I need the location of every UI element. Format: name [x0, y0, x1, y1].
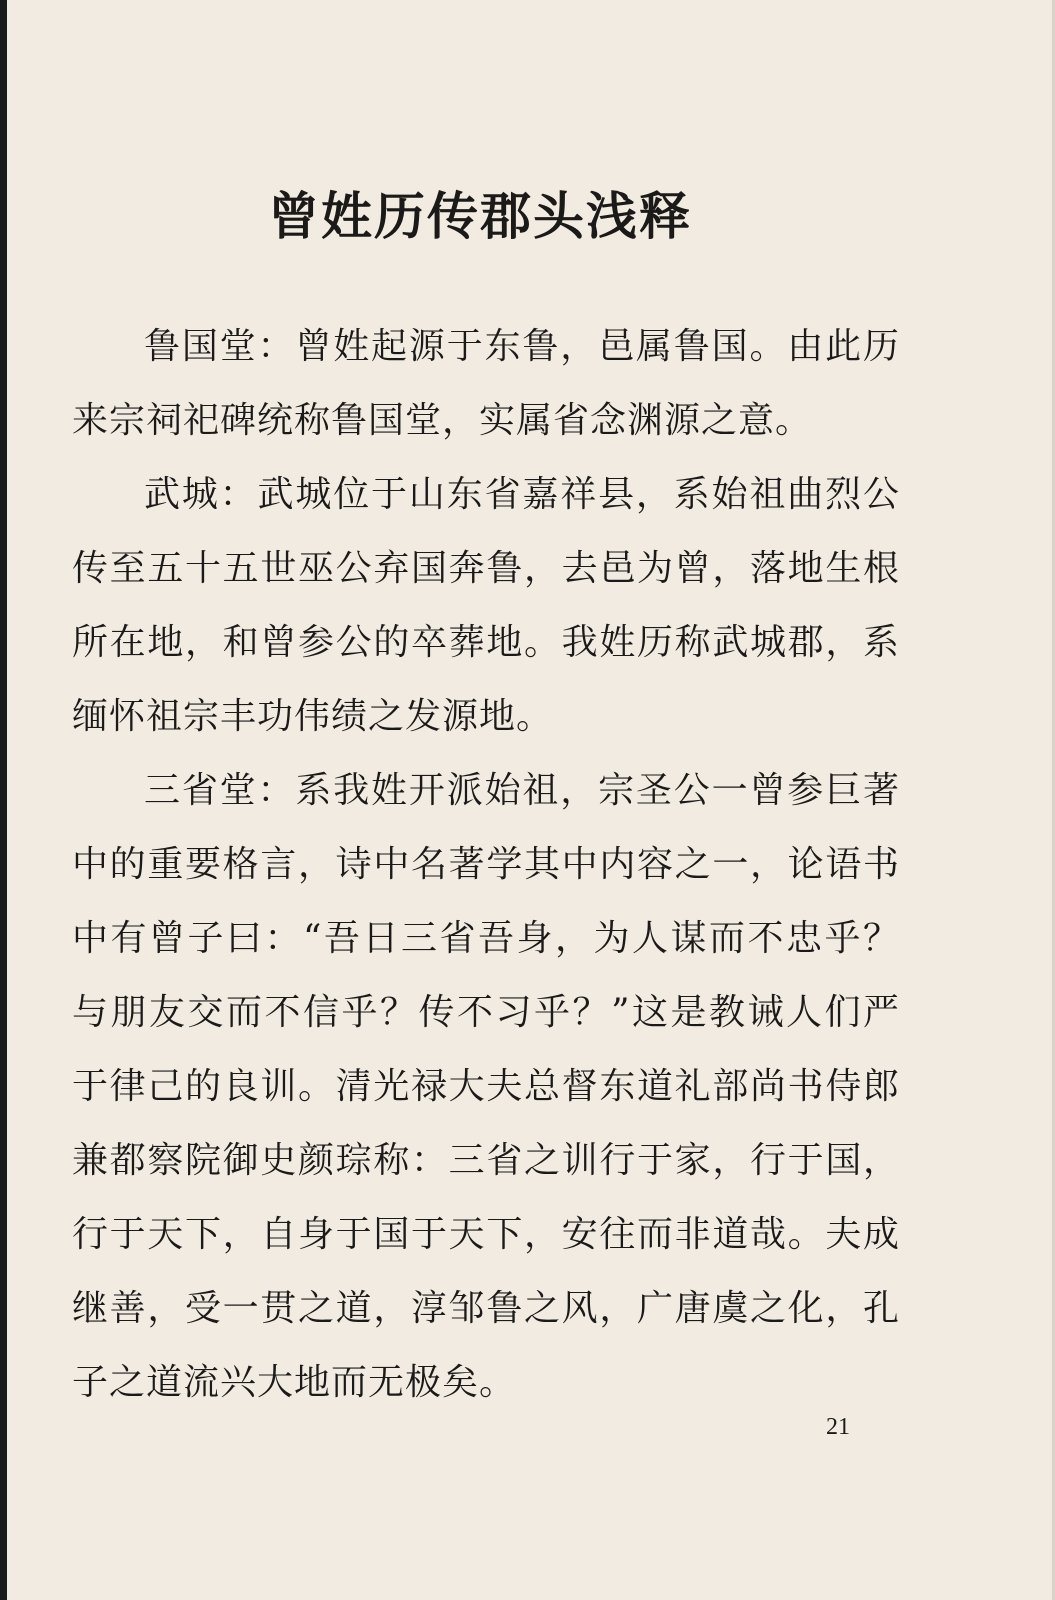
paragraph-san-xing-tang: 三省堂：系我姓开派始祖，宗圣公一曾参巨著中的重要格言，诗中名著学其中内容之一，论语书中有曾子曰：“吾日三省吾身，为人谋而不忠乎？与朋友交而不信乎？传不习乎？”这是教诫人们严于律己的良训。清光禄大夫总督东道礼部尚书侍郎兼都察院御史颜琮称：三省之训行于家，行于国，行于天下，自身于国于天下，安往而非道哉。夫成继善，受一贯之道，淳邹鲁之风，广唐虞之化，孔子之道流兴大地而无极矣。	[72, 770, 900, 1403]
page-number: 21	[826, 1414, 850, 1440]
page-title: 曾姓历传郡头浅释	[267, 188, 692, 247]
paragraph-wu-cheng: 武城：武城位于山东省嘉祥县，系始祖曲烈公传至五十五世巫公弃国奔鲁，去邑为曾，落地生根所在地，和曾参公的卒葬地。我姓历称武城郡，系缅怀祖宗丰功伟绩之发源地。	[72, 474, 900, 737]
paragraph-lu-guo-tang: 鲁国堂：曾姓起源于东鲁，邑属鲁国。由此历来宗祠祀碑统称鲁国堂，实属省念渊源之意。	[72, 326, 900, 441]
body-text	[72, 310, 900, 1420]
